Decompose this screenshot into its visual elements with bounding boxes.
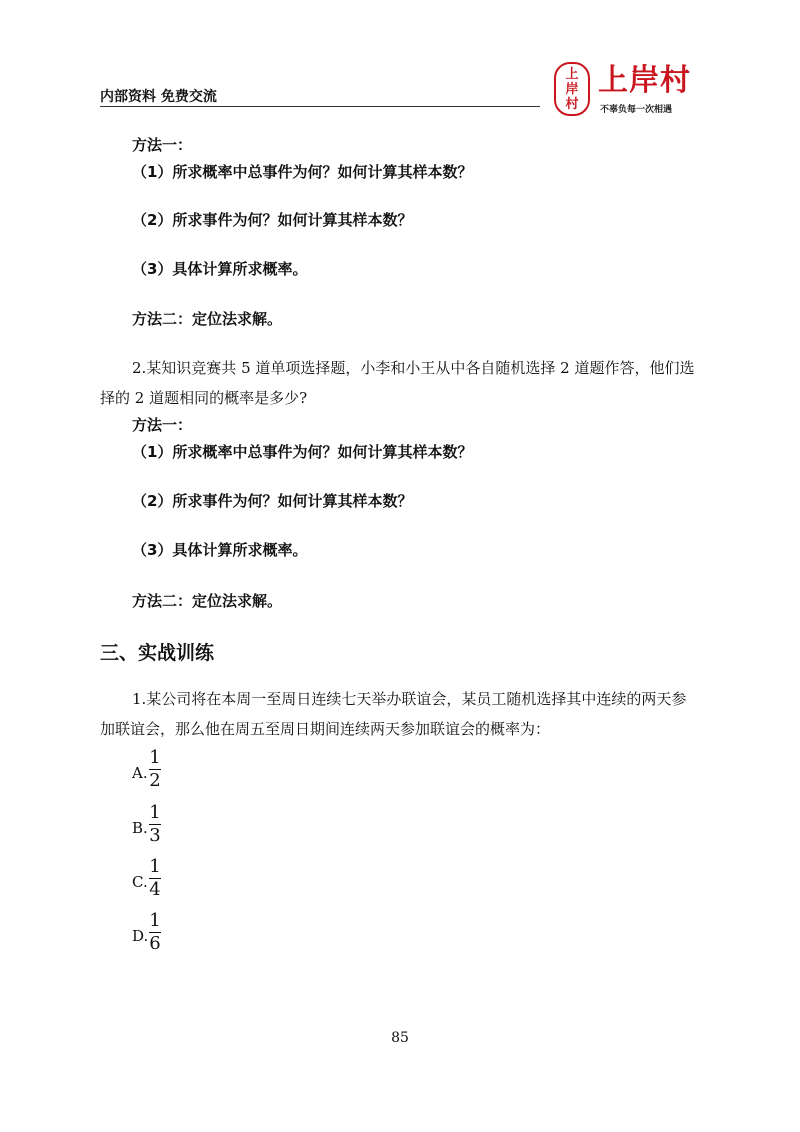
q1-method1-title: 方法一： (132, 136, 193, 154)
fraction (148, 802, 162, 847)
q2-step2: （2）所求事件为何？如何计算其样本数？ (132, 492, 413, 510)
fraction-numerator: 1 (149, 802, 161, 823)
q1-step2: （2）所求事件为何？如何计算其样本数？ (132, 211, 413, 229)
q1-method2: 方法二：定位法求解。 (132, 310, 283, 328)
header-label: 内部资料 免费交流 (100, 89, 217, 105)
brand-logo (554, 62, 704, 120)
q2-step3: （3）具体计算所求概率。 (132, 541, 308, 559)
header-divider (100, 106, 540, 107)
option-label: A. (132, 764, 148, 782)
fraction-numerator: 1 (149, 910, 161, 931)
page-number: 85 (391, 1030, 409, 1046)
fraction (148, 910, 162, 955)
q1-step1: （1）所求概率中总事件为何？如何计算其样本数？ (132, 163, 473, 181)
fraction-numerator: 1 (149, 856, 161, 877)
fraction (148, 856, 162, 901)
fraction-denominator: 6 (149, 933, 161, 954)
practice-question1-text: 1.某公司将在本周一至周日连续七天举办联谊会，某员工随机选择其中连续的两天参加联谊会，那么他在周五至周日期间连续两天参加联谊会的概率为： (100, 690, 687, 738)
section-title: 三、实战训练 (100, 642, 215, 664)
option-label: C. (132, 873, 148, 891)
fraction-denominator: 3 (149, 825, 161, 846)
brand-name: 上岸村 (598, 63, 691, 98)
question2-text: 2.某知识竞赛共 5 道单项选择题，小李和小王从中各自随机选择 2 道题作答，他们选择的 2 道题相同的概率是多少? (100, 359, 695, 407)
seal-text (556, 67, 588, 112)
seal-char-2: 岸 (565, 82, 579, 97)
fraction-numerator: 1 (149, 747, 161, 768)
seal-logo-icon (554, 62, 590, 116)
q2-method1-title: 方法一： (132, 416, 193, 434)
fraction-denominator: 2 (149, 770, 161, 791)
option-label: B. (132, 819, 148, 837)
brand-slogan: 不辜负每一次相遇 (600, 105, 673, 115)
fraction (148, 747, 162, 792)
option-label: D. (132, 927, 149, 945)
fraction-denominator: 4 (149, 879, 161, 900)
q2-step1: （1）所求概率中总事件为何？如何计算其样本数？ (132, 443, 473, 461)
seal-char-1: 上 (565, 67, 579, 82)
q2-method2: 方法二：定位法求解。 (132, 592, 283, 610)
seal-char-3: 村 (565, 97, 579, 112)
q1-step3: （3）具体计算所求概率。 (132, 260, 308, 278)
